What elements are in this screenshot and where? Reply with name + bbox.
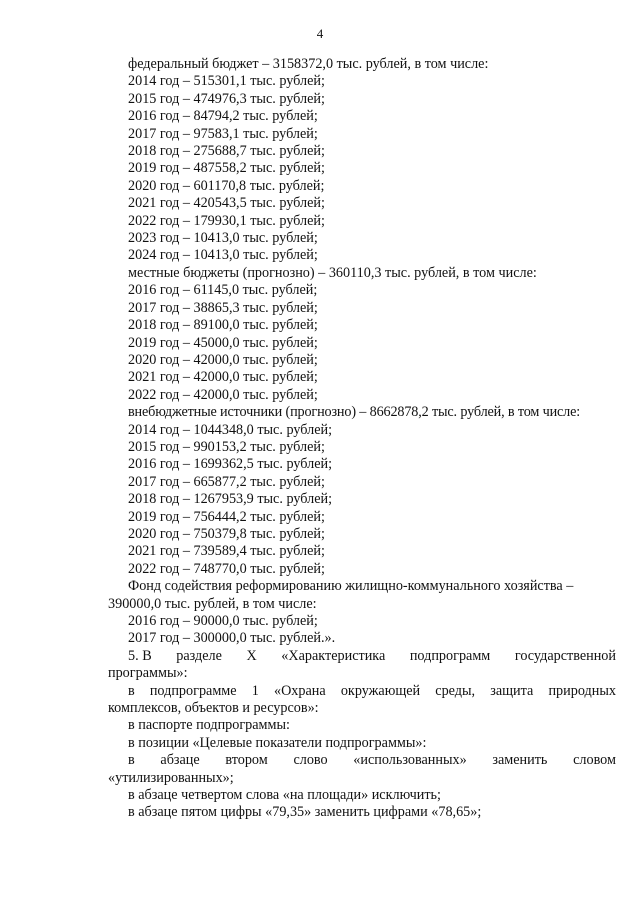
word: слово — [293, 752, 328, 769]
local-year-line: 2020 год – 42000,0 тыс. рублей; — [128, 351, 318, 368]
extrabudget-year-line: 2019 год – 756444,2 тыс. рублей; — [128, 508, 325, 525]
federal-year-line: 2022 год – 179930,1 тыс. рублей; — [128, 212, 325, 229]
local-year-line: 2017 год – 38865,3 тыс. рублей; — [128, 299, 318, 316]
word: окружающей — [340, 682, 421, 699]
extrabudget-header: внебюджетные источники (прогнозно) – 8662878,2 тыс. рублей, в том числе: — [128, 404, 581, 421]
fund-header-line-1: Фонд содействия реформированию жилищно-коммунального хозяйства – — [128, 578, 574, 595]
word: абзаце — [160, 752, 200, 769]
extrabudget-block — [128, 404, 616, 578]
federal-year-line: 2024 год – 10413,0 тыс. рублей; — [128, 247, 318, 264]
extrabudget-year-line: 2014 год – 1044348,0 тыс. рублей; — [128, 421, 333, 438]
word: разделе — [176, 647, 222, 664]
word: X — [246, 647, 257, 664]
word: среды, — [435, 682, 476, 699]
extrabudget-year-line: 2021 год – 739589,4 тыс. рублей; — [128, 543, 325, 560]
federal-year-line: 2017 год – 97583,1 тыс. рублей; — [128, 125, 318, 142]
word: словом — [573, 752, 616, 769]
fund-year-line: 2017 год – 300000,0 тыс. рублей.». — [128, 630, 336, 647]
extrabudget-year-line: 2017 год – 665877,2 тыс. рублей; — [128, 473, 325, 490]
subprogram-line-2: комплексов, объектов и ресурсов»: — [108, 700, 319, 717]
federal-budget-header: федеральный бюджет – 3158372,0 тыс. рублей, в том числе: — [128, 56, 489, 72]
word: заменить — [492, 752, 548, 769]
abzac-4-line: в абзаце четвертом слова «на площади» исключить; — [128, 787, 441, 804]
federal-year-line: 2020 год – 601170,8 тыс. рублей; — [128, 177, 325, 194]
local-year-line: 2022 год – 42000,0 тыс. рублей; — [128, 386, 318, 403]
extrabudget-year-line: 2018 год – 1267953,9 тыс. рублей; — [128, 491, 333, 508]
extrabudget-year-line: 2015 год – 990153,2 тыс. рублей; — [128, 438, 325, 455]
abzac-2-line-1 — [128, 752, 616, 769]
federal-year-line: 2023 год – 10413,0 тыс. рублей; — [128, 230, 318, 247]
federal-year-line: 2021 год – 420543,5 тыс. рублей; — [128, 195, 325, 212]
section-5-line-2: программы»: — [108, 665, 188, 682]
local-year-line: 2019 год – 45000,0 тыс. рублей; — [128, 334, 318, 351]
word: «использованных» — [353, 752, 467, 769]
local-year-line: 2018 год – 89100,0 тыс. рублей; — [128, 317, 318, 334]
fund-block — [108, 578, 616, 648]
position-line: в позиции «Целевые показатели подпрограммы»: — [128, 734, 427, 751]
passport-line: в паспорте подпрограммы: — [128, 717, 290, 734]
federal-budget-block — [128, 56, 616, 265]
section-5-paragraph — [108, 647, 616, 683]
word: в — [128, 752, 135, 769]
local-year-line: 2021 год – 42000,0 тыс. рублей; — [128, 369, 318, 386]
extrabudget-year-line: 2022 год – 748770,0 тыс. рублей; — [128, 560, 325, 577]
local-budget-header: местные бюджеты (прогнозно) – 360110,3 тыс. рублей, в том числе: — [128, 264, 537, 281]
word: в — [128, 682, 135, 699]
word: природных — [548, 682, 616, 699]
word: «Характеристика — [281, 647, 386, 664]
federal-year-line: 2016 год – 84794,2 тыс. рублей; — [128, 108, 318, 125]
page-number: 4 — [316, 26, 324, 41]
subprogram-line-1 — [128, 683, 616, 700]
local-budget-block — [128, 265, 616, 404]
abzac-5-line: в абзаце пятом цифры «79,35» заменить цифрами «78,65»; — [128, 804, 482, 821]
fund-header-line-2: 390000,0 тыс. рублей, в том числе: — [108, 595, 317, 612]
word: подпрограмме — [149, 682, 237, 699]
fund-year-line: 2016 год – 90000,0 тыс. рублей; — [128, 613, 318, 629]
document-body — [108, 56, 616, 822]
word: 1 — [251, 682, 259, 699]
abzac-2-paragraph — [108, 752, 616, 787]
federal-year-line: 2018 год – 275688,7 тыс. рублей; — [128, 143, 325, 160]
federal-year-line: 2014 год – 515301,1 тыс. рублей; — [128, 73, 325, 90]
subprogram-paragraph — [108, 682, 616, 718]
word: защита — [490, 682, 534, 699]
local-year-line: 2016 год – 61145,0 тыс. рублей; — [128, 282, 318, 299]
extrabudget-year-line: 2020 год – 750379,8 тыс. рублей; — [128, 525, 325, 542]
abzac-2-line-2: «утилизированных»; — [108, 769, 234, 786]
extrabudget-year-line: 2016 год – 1699362,5 тыс. рублей; — [128, 456, 333, 473]
federal-year-line: 2015 год – 474976,3 тыс. рублей; — [128, 90, 325, 107]
federal-year-line: 2019 год – 487558,2 тыс. рублей; — [128, 160, 325, 177]
word: «Охрана — [273, 682, 326, 699]
word: втором — [225, 752, 268, 769]
word: подпрограмм — [409, 647, 491, 664]
section-5-line-1 — [128, 648, 616, 665]
word: 5. В — [128, 647, 152, 664]
word: государственной — [514, 647, 616, 664]
